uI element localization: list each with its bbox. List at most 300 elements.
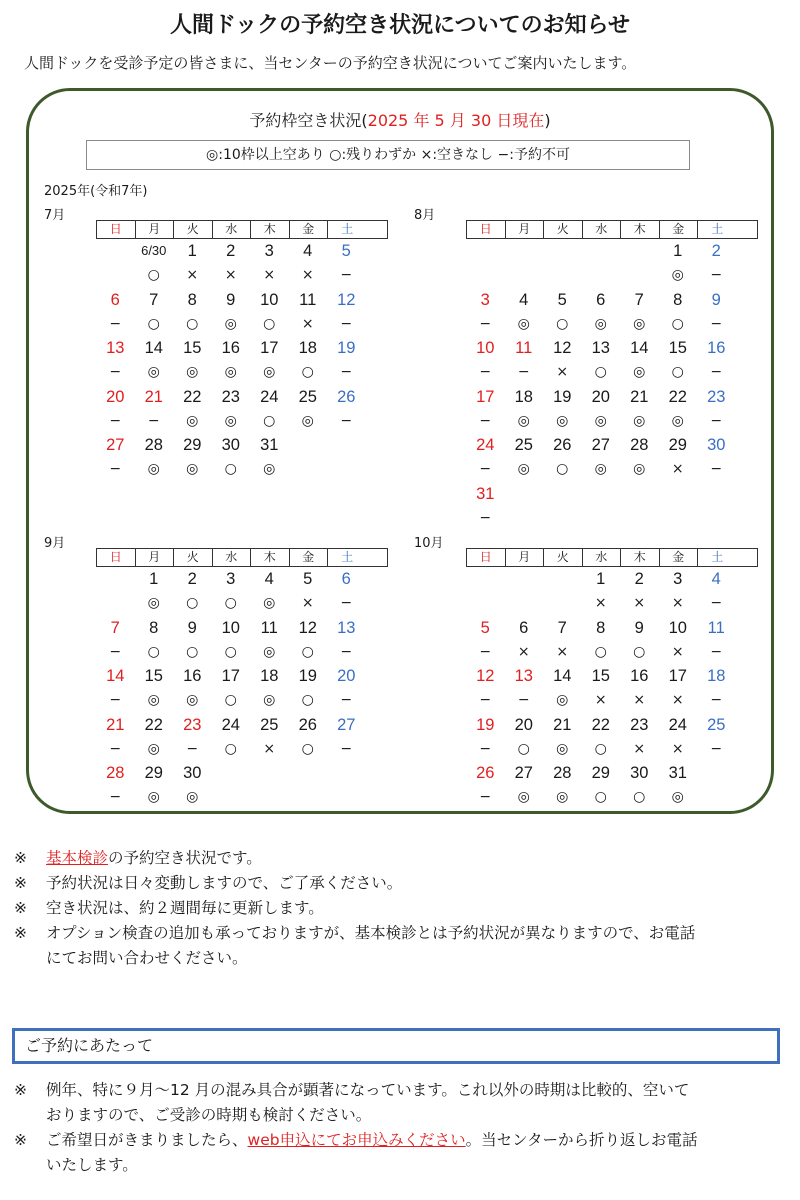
status-row [466,312,758,336]
status-row [466,591,758,615]
date-cell: 21 [106,715,125,734]
date-cell: 26 [553,436,572,454]
availability-mark: ◎ [186,412,199,429]
availability-mark: − [109,315,122,332]
date-cell: 8 [187,290,197,309]
date-cell: 28 [553,764,572,782]
date-cell: 10 [221,618,240,637]
availability-mark: ◎ [263,461,276,477]
date-cell: 6 [110,290,120,309]
availability-mark: ◎ [671,412,684,429]
calendar-week [466,482,758,531]
date-cell [697,482,736,506]
weekday-label: 火 [174,549,213,566]
calendar-week [96,567,388,616]
availability-mark: ◎ [147,740,160,757]
availability-mark: − [340,315,353,332]
weekday-label: 日 [467,549,506,566]
date-cell [96,567,135,591]
calendar-october [414,536,758,810]
page-title: 人間ドックの予約空き状況についてのお知らせ [169,13,631,38]
availability-mark [96,591,135,615]
availability-mark: − [479,643,492,660]
month-name: 8月 [414,208,436,223]
date-row [466,664,758,688]
weekday-label: 月 [136,549,175,566]
availability-mark: × [633,692,646,708]
weekday-header [96,220,388,239]
calendar-week [96,616,388,665]
status-row [466,785,758,809]
availability-mark [582,506,621,530]
date-row [96,761,388,785]
availability-mark: ◎ [147,461,160,477]
date-cell: 14 [144,339,163,357]
availability-mark: − [710,643,723,660]
availability-mark: ◎ [594,315,607,332]
availability-mark: ○ [301,643,314,660]
availability-mark: ○ [671,364,684,380]
date-cell: 5 [480,618,490,637]
date-cell: 29 [668,436,687,454]
date-cell: 14 [553,667,572,685]
availability-mark: × [671,461,684,477]
weekday-label: 木 [621,221,660,238]
availability-mark: − [340,643,353,660]
availability-mark [212,785,251,809]
availability-mark: × [556,643,569,660]
date-cell [466,567,505,591]
date-cell: 12 [298,618,317,637]
availability-mark: ○ [671,315,684,332]
status-row [96,409,388,433]
month-name: 7月 [44,208,66,223]
note-text [46,1128,697,1178]
legend-box: ◎:10枠以上空あり ○:残りわずか ×:空きなし −:予約不可 [86,140,690,170]
availability-mark: − [109,789,122,805]
note-line: いたします。 [46,1156,138,1174]
calendar-week [96,239,388,288]
calendar-week [96,336,388,385]
availability-mark [327,457,366,481]
status-row [466,506,758,530]
availability-mark: − [479,364,492,380]
availability-mark: − [710,595,723,611]
date-cell: 25 [707,715,726,734]
weekday-label: 月 [136,221,175,238]
availability-mark: ◎ [517,412,530,429]
date-cell: 9 [226,290,236,309]
availability-mark: − [109,461,122,477]
calendar-week [96,664,388,713]
date-cell: 17 [476,387,495,406]
date-cell [697,761,736,785]
status-row [96,640,388,664]
note-text: 空き状況は、約２週間毎に更新します。 [46,899,324,917]
availability-mark: ○ [594,789,607,805]
weekday-label: 火 [174,221,213,238]
weekday-label: 月 [506,221,545,238]
note-text-part: ご希望日がきまりましたら、 [46,1131,248,1149]
date-row [96,385,388,409]
availability-mark [620,506,659,530]
date-row [96,433,388,457]
date-cell: 19 [298,667,317,685]
date-row [466,482,758,506]
calendar-week [466,616,758,665]
date-cell: 29 [144,764,163,782]
date-cell: 6 [519,618,529,637]
date-cell: 21 [630,387,649,406]
weekday-label: 火 [544,221,583,238]
weekday-label: 木 [251,549,290,566]
availability-mark: ◎ [186,789,199,805]
status-date: 2025 年 5 月 30 日現在 [367,111,545,130]
availability-mark: ○ [224,740,237,757]
note-text-part: 。当センターから折り返しお電話 [465,1131,698,1149]
date-cell: 30 [183,764,202,782]
calendar-july [44,208,388,482]
note-line: オプション検査の追加も承っておりますが、基本検診とは予約状況が異なりますので、お電話 [46,924,696,942]
date-cell: 5 [341,242,351,260]
date-cell: 24 [260,387,279,406]
weekday-label: 木 [251,221,290,238]
date-cell: 26 [298,715,317,734]
availability-mark: ◎ [556,412,569,429]
date-cell: 10 [668,618,687,637]
date-cell: 28 [106,764,125,782]
status-row [466,263,758,287]
date-cell: 3 [226,570,236,588]
note-mark: ※ [14,1081,27,1099]
date-cell [620,482,659,506]
availability-mark: ○ [556,315,569,332]
availability-mark: ○ [224,461,237,477]
date-cell: 23 [183,715,202,734]
date-cell: 5 [557,290,567,309]
availability-mark: × [633,740,646,757]
availability-mark [697,785,736,809]
date-cell: 16 [221,339,240,357]
availability-mark: ◎ [517,315,530,332]
date-cell: 7 [110,618,120,637]
availability-mark: − [710,412,723,429]
web-application-link[interactable]: web申込にてお申込みください [247,1131,466,1149]
availability-mark: ◎ [224,364,237,380]
availability-mark: ◎ [263,364,276,380]
availability-mark: − [710,364,723,380]
date-cell: 3 [480,290,490,309]
date-cell: 1 [149,570,159,588]
year-label: 2025年(令和7年) [44,184,148,199]
availability-mark: ◎ [517,461,530,477]
status-row [466,409,758,433]
intro-text: 人間ドックを受診予定の皆さまに、当センターの予約空き状況についてご案内いたします。 [24,54,637,72]
availability-mark: − [479,789,492,805]
date-cell: 16 [630,667,649,685]
availability-mark: × [556,364,569,380]
reservation-notes [14,1078,794,1178]
weekday-label: 土 [341,550,354,564]
availability-mark: − [710,315,723,332]
calendar-week [466,239,758,288]
date-cell: 13 [337,618,356,637]
availability-mark [466,263,505,287]
date-cell: 7 [149,290,159,309]
weekday-label: 日 [97,221,136,238]
availability-mark: − [479,315,492,332]
availability-mark [543,263,582,287]
date-cell: 2 [187,570,197,588]
date-cell: 3 [673,570,683,588]
date-cell [505,567,544,591]
availability-mark: × [671,595,684,611]
availability-mark: ◎ [186,364,199,380]
availability-mark: ○ [224,595,237,611]
date-cell: 24 [668,715,687,734]
calendar-week [96,433,388,482]
availability-mark: − [479,461,492,477]
calendar-week [466,761,758,810]
date-cell [659,482,698,506]
weekday-label: 金 [290,549,329,566]
date-cell [582,239,621,263]
availability-mark: − [340,412,353,429]
availability-mark: × [594,692,607,708]
availability-mark: ◎ [556,789,569,805]
date-cell [466,239,505,263]
date-cell: 22 [668,387,687,406]
note-text [46,921,695,971]
date-cell: 8 [149,618,159,637]
note-mark: ※ [14,1131,27,1149]
availability-mark: × [263,267,276,283]
month-name: 10月 [414,536,444,551]
note-item [14,846,794,871]
availability-mark: ◎ [224,412,237,429]
availability-mark: × [633,595,646,611]
date-cell: 7 [634,290,644,309]
status-title [0,108,800,131]
availability-mark: ◎ [263,595,276,611]
availability-mark: − [710,740,723,757]
date-cell: 9 [634,618,644,637]
status-row [466,688,758,712]
date-cell: 18 [514,387,533,406]
date-cell: 5 [303,570,313,588]
weekday-label: 水 [213,221,252,238]
weekday-label: 土 [711,222,724,236]
availability-mark: ○ [301,364,314,380]
availability-mark [505,263,544,287]
date-cell [327,433,366,457]
date-row [466,713,758,737]
date-row [466,616,758,640]
calendar-week [466,713,758,762]
note-line: にてお問い合わせください。 [46,949,248,967]
date-cell: 21 [553,715,572,734]
date-cell: 22 [183,387,202,406]
date-cell: 9 [187,618,197,637]
date-cell [250,761,289,785]
calendar-august [414,208,758,530]
availability-mark: ○ [147,315,160,332]
calendar-week [466,567,758,616]
availability-mark: − [109,364,122,380]
note-mark: ※ [14,924,27,942]
availability-mark: × [301,315,314,332]
weekday-label: 金 [290,221,329,238]
weekday-label: 日 [467,221,506,238]
date-cell: 17 [260,339,279,357]
note-item [14,1128,794,1178]
availability-mark: ○ [186,643,199,660]
date-cell: 2 [634,570,644,588]
note-line: 例年、特に９月～12 月の混み具合が顕著になっています。これ以外の時期は比較的、空いて [46,1081,690,1099]
weekday-label: 水 [583,221,622,238]
date-cell: 2 [711,242,721,260]
date-row [96,616,388,640]
availability-mark: − [340,595,353,611]
weekday-header [466,220,758,239]
availability-mark: × [517,643,530,660]
date-cell: 20 [106,387,125,406]
date-cell: 15 [144,667,163,685]
date-cell: 11 [515,339,533,357]
date-cell: 12 [553,339,572,357]
availability-mark: − [517,692,530,708]
availability-mark: − [479,509,492,526]
note-text [46,1078,689,1128]
status-row [96,688,388,712]
date-cell: 9 [711,290,721,309]
availability-mark: ◎ [263,692,276,708]
date-cell: 22 [591,715,610,734]
date-cell: 20 [337,667,356,685]
date-cell: 24 [221,715,240,734]
availability-mark: × [671,643,684,660]
availability-mark [659,506,698,530]
weekday-label: 火 [544,549,583,566]
status-row [466,457,758,481]
date-row [96,664,388,688]
calendar-week [96,761,388,810]
date-cell: 27 [591,436,610,454]
availability-mark [289,785,328,809]
calendar-week [466,433,758,482]
availability-mark: ○ [594,740,607,757]
date-cell: 28 [630,436,649,454]
date-cell [212,761,251,785]
date-cell: 8 [596,618,606,637]
calendar-week [466,336,758,385]
availability-mark [543,506,582,530]
weekday-label: 土 [711,550,724,564]
availability-mark: × [224,267,237,283]
availability-mark: − [340,740,353,757]
availability-mark: ○ [186,315,199,332]
date-cell: 25 [260,715,279,734]
availability-mark [620,263,659,287]
availability-mark: × [263,740,276,757]
availability-mark: ◎ [147,595,160,611]
date-row [466,288,758,312]
date-cell: 11 [299,290,317,309]
date-cell: 6 [341,570,351,588]
date-cell: 19 [553,387,572,406]
availability-mark: − [340,267,353,283]
availability-mark: − [109,643,122,660]
availability-mark: − [479,740,492,757]
availability-mark: × [671,740,684,757]
status-title-suffix: ) [544,111,551,130]
date-cell: 10 [260,290,279,309]
date-row [466,239,758,263]
availability-mark: × [186,267,199,283]
availability-mark: − [479,692,492,708]
date-cell: 1 [673,242,683,260]
note-mark: ※ [14,874,27,892]
month-name: 9月 [44,536,66,551]
availability-mark: − [710,461,723,477]
note-item [14,1078,794,1128]
date-cell: 4 [303,242,313,260]
status-row [96,360,388,384]
weekday-header [466,548,758,567]
date-cell [543,482,582,506]
date-cell: 25 [514,436,533,454]
note-mark: ※ [14,899,27,917]
date-cell [505,482,544,506]
availability-mark: ◎ [633,461,646,477]
availability-mark: ◎ [556,740,569,757]
availability-mark: − [517,364,530,380]
date-cell [505,239,544,263]
note-text [46,846,262,871]
availability-mark [505,506,544,530]
date-row [96,239,388,263]
date-cell: 6/30 [141,243,167,258]
availability-mark: ○ [301,740,314,757]
availability-mark: ○ [224,692,237,708]
availability-mark: − [147,412,160,429]
availability-mark: ◎ [147,789,160,805]
date-cell: 29 [183,436,202,454]
availability-mark: − [340,364,353,380]
availability-mark: − [479,412,492,429]
date-cell: 16 [707,339,726,357]
date-cell: 13 [106,339,125,357]
date-cell: 29 [591,764,610,782]
date-cell: 20 [514,715,533,734]
date-cell: 8 [673,290,683,309]
availability-mark: ◎ [186,692,199,708]
status-row [96,312,388,336]
availability-mark: × [671,692,684,708]
calendar-week [466,385,758,434]
basic-checkup-link[interactable]: 基本検診 [46,849,109,867]
calendar-week [96,385,388,434]
availability-mark: ◎ [633,315,646,332]
weekday-label: 土 [341,222,354,236]
date-cell: 31 [476,484,495,503]
date-cell: 2 [226,242,236,260]
date-cell [96,239,135,263]
date-cell: 18 [298,339,317,357]
date-cell: 14 [630,339,649,357]
date-cell: 19 [476,715,495,734]
availability-mark: − [109,412,122,429]
